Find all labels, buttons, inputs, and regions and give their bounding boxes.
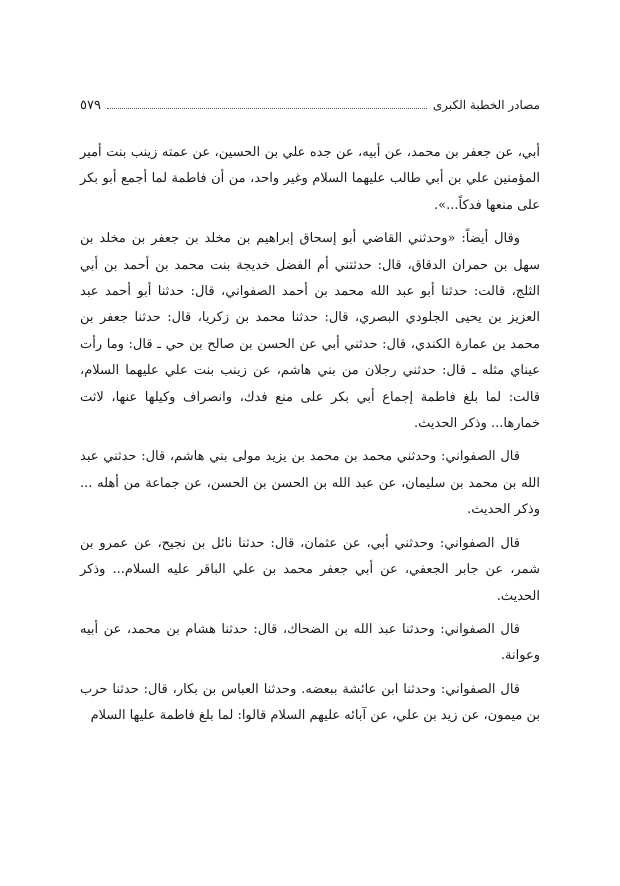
paragraph-2: وقال أيضاً: «وحدثني القاضي أبو إسحاق إبراهيم بن مخلد بن جعفر بن مخلد بن سهل بن حمران الدقاق، قال: حدثتني أم الفضل خديجة بنت محمد بن أحمد بن أبي الثلج، قالت: حدثنا أبو عبد الله محمد بن أحمد الصفواني، قال: حدثنا أبو أحمد عبد العزيز بن يحيى الجلودي البصري، قال: حدثنا محمد بن زكريا، قال: حدثنا جعفر بن محمد بن عمارة الكندي، قال: حدثني أبي عن الحسن بن صالح بن حي ـ قال: وما رأت عيناي مثله ـ قال: حدثني رجلان من بني هاشم، عن زينب بنت علي عليهما السلام، قالت: لما بلغ فاطمة إجماع أبي بكر على منع فدك، وانصراف وكيلها عنها، لاثت خمارها... وذكر الحديث. [80,231,540,432]
header-title: مصادر الخطبة الكبرى [432,98,540,112]
header-dot-leader [107,108,427,109]
paragraph-3: قال الصفواني: وحدثني محمد بن محمد بن يزيد مولى بني هاشم، قال: حدثني عبد الله بن محمد بن سليمان، عن عبد الله بن الحسن بن الحسن، عن جماعة من أهله ... وذكر الحديث. [80,449,540,518]
paragraph-1: أبي، عن جعفر بن محمد، عن أبيه، عن جده علي بن الحسين، عن عمته زينب بنت أمير المؤمنين علي بن أبي طالب عليهما السلام وغير واحد، من أن فاطمة لما أجمع أبو بكر على منعها فدكاً...». [80,145,540,213]
running-header [80,94,540,116]
paragraph-6: قال الصفواني: وحدثنا ابن عائشة ببعضه. وحدثنا العباس بن بكار، قال: حدثنا حرب بن ميمون، عن زيد بن علي، عن آبائه عليهم السلام قالوا: لما بلغ فاطمة عليها السلام [80,681,540,724]
paragraph-5: قال الصفواني: وحدثنا عبد الله بن الضحاك، قال: حدثنا هشام بن محمد، عن أبيه وعوانة. [80,621,540,664]
page-body [80,140,540,730]
paragraph-4: قال الصفواني: وحدثني أبي، عن عثمان، قال: حدثنا نائل بن نجيح، عن عمرو بن شمر، عن جابر الجعفي، عن أبي جعفر محمد بن علي الباقر عليه السلام... وذكر الحديث. [80,535,540,604]
page-number: ٥٧٩ [80,97,101,113]
